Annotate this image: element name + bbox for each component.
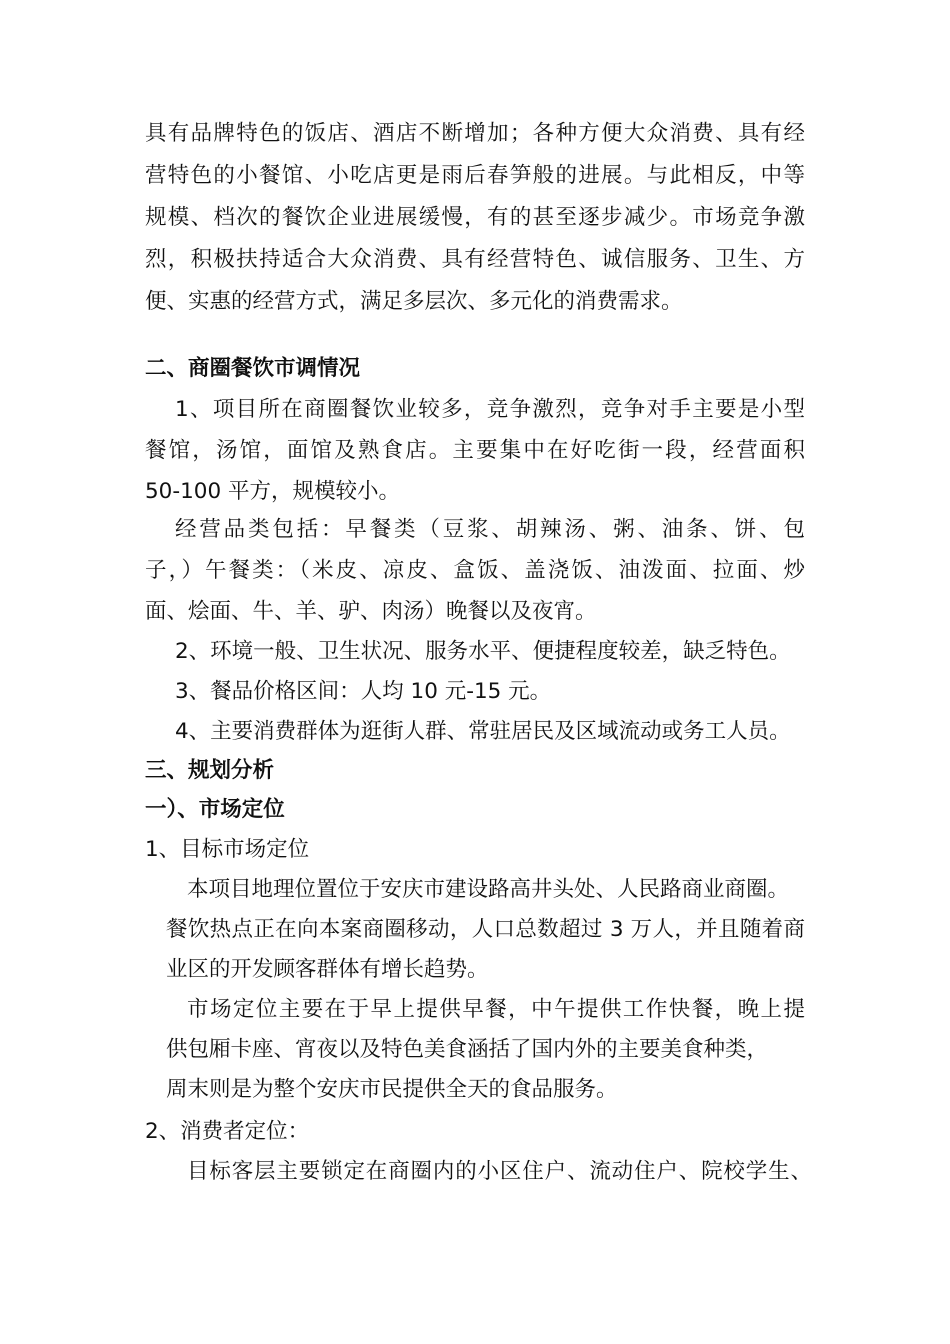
body-text-line: 业区的开发顾客群体有增长趋势。: [166, 957, 489, 982]
body-text-line: 便、实惠的经营方式，满足多层次、多元化的消费需求。: [145, 289, 683, 314]
section-heading: 三、规划分析: [145, 758, 275, 783]
body-text-line: 2、环境一般、卫生状况、服务水平、便捷程度较差，缺乏特色。: [175, 639, 791, 664]
body-text-line: 具有品牌特色的饭店、酒店不断增加；各种方便大众消费、具有经: [145, 121, 805, 146]
body-text-line: 市场定位主要在于早上提供早餐，中午提供工作快餐，晚上提: [187, 997, 805, 1022]
item-title: 2、消费者定位：: [145, 1119, 310, 1144]
body-text-line: 规模、档次的餐饮企业进展缓慢，有的甚至逐步减少。市场竞争激: [145, 205, 805, 230]
body-text-line: 营特色的小餐馆、小吃店更是雨后春笋般的进展。与此相反，中等: [145, 163, 805, 188]
body-text-line: 50-100 平方，规模较小。: [145, 479, 400, 504]
body-text-line: 面、烩面、牛、羊、驴、肉汤）晚餐以及夜宵。: [145, 599, 597, 624]
body-text-line: 子，）午餐类：（米皮、凉皮、盒饭、盖浇饭、油泼面、拉面、炒: [145, 558, 805, 583]
body-text-line: 4、主要消费群体为逛街人群、常驻居民及区域流动或务工人员。: [175, 719, 791, 744]
body-text-line: 供包厢卡座、宵夜以及特色美食涵括了国内外的主要美食种类，: [166, 1037, 769, 1062]
body-text-line: 餐馆，汤馆，面馆及熟食店。主要集中在好吃街一段，经营面积: [145, 438, 805, 463]
body-text-line: 周末则是为整个安庆市民提供全天的食品服务。: [166, 1077, 618, 1102]
subsection-heading: 一）、市场定位: [145, 797, 285, 822]
body-text-line: 1、项目所在商圈餐饮业较多，竞争激烈，竞争对手主要是小型: [175, 397, 805, 422]
body-text-line: 本项目地理位置位于安庆市建设路高井头处、人民路商业商圈。: [187, 877, 790, 902]
item-title: 1、目标市场定位: [145, 837, 310, 862]
section-heading: 二、商圈餐饮市调情况: [145, 356, 361, 381]
body-text-line: 3、餐品价格区间：人均 10 元-15 元。: [175, 679, 552, 704]
body-text-line: 经营品类包括：早餐类（豆浆、胡辣汤、粥、油条、饼、包: [175, 517, 805, 542]
body-text-line: 烈，积极扶持适合大众消费、具有经营特色、诚信服务、卫生、方: [145, 247, 805, 272]
body-text-line: 餐饮热点正在向本案商圈移动，人口总数超过 3 万人，并且随着商: [166, 917, 805, 942]
body-text-line: 目标客层主要锁定在商圈内的小区住户、流动住户、院校学生、: [187, 1159, 812, 1184]
